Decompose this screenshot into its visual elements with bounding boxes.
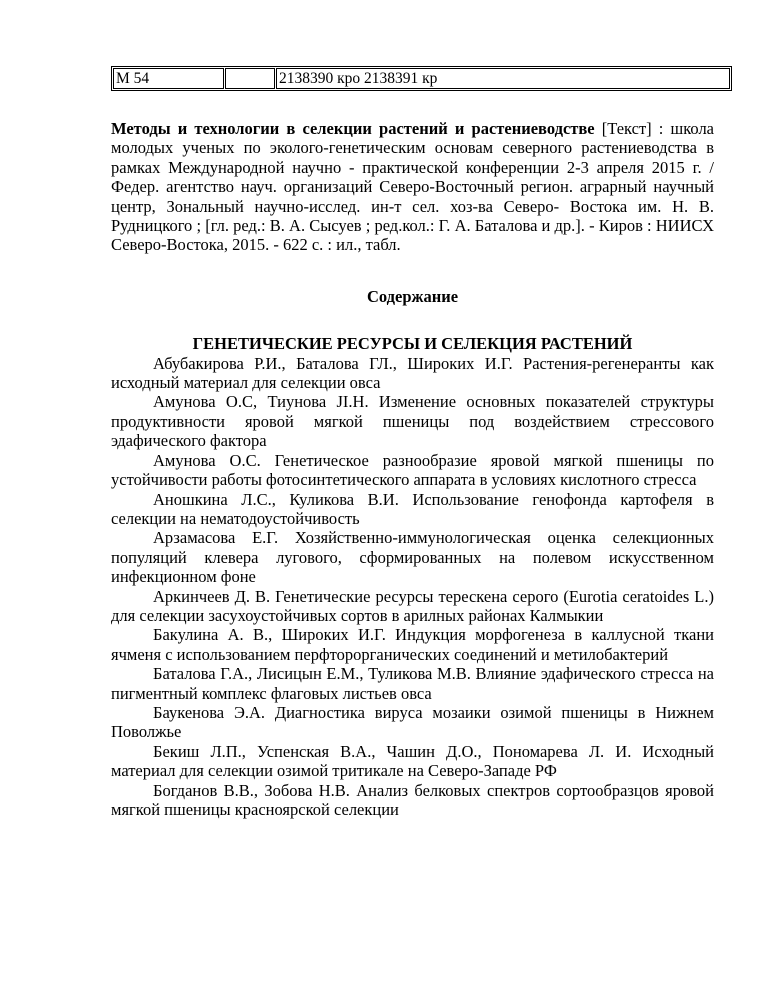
book-title: Методы и технологии в селекции растений и растениеводстве (111, 119, 595, 138)
catalog-table (111, 66, 732, 91)
list-item: Богданов В.В., Зобова Н.В. Анализ белковых спектров сортообразцов яровой мягкой пшеницы красноярской селекции (111, 780, 714, 819)
list-item: Амунова О.С, Тиунова JI.Н. Изменение основных показателей структуры продуктивности яровой мягкой пшеницы под воздействием стрессового эдафического фактора (111, 392, 714, 451)
book-description: [Текст] : школа молодых ученых по эколого-генетическим основам северного растениеводства в рамках Международной научно - практической конференции 2-3 апреля 2015 г. / Федер. агентство науч. организаций Северо-Восточный регион. аграрный научный центр, Зональный научно-исслед. ин-т сел. хоз-ва Северо- Востока им. Н. В. Рудницкого ; [гл. ред.: В. А. Сысуев ; ред.кол.: Г. А. Баталова и др.]. - Киров : НИИСХ Северо-Востока, 2015. - 622 с. : ил., табл. (111, 119, 714, 255)
document-page (111, 66, 714, 819)
catalog-row (113, 68, 730, 89)
list-item: Бакулина А. В., Широких И.Г. Индукция морфогенеза в каллусной ткани ячменя с использованием перфторорганических соединений и метилобактерий (111, 625, 714, 664)
list-item: Амунова О.С. Генетическое разнообразие яровой мягкой пшеницы по устойчивости работы фотосинтетического аппарата в условиях кислотного стресса (111, 450, 714, 490)
catalog-code-cell: М 54 (113, 68, 224, 89)
contents-heading: Содержание (366, 286, 459, 306)
list-item: Арзамасова Е.Г. Хозяйственно-иммунологическая оценка селекционных популяций клевера лугового, сформированных на полевом искусственном инфекционном фоне (111, 528, 714, 587)
list-item: Абубакирова Р.И., Баталова ГЛ., Широких И.Г. Растения-регенеранты как исходный материал для селекции овса (111, 353, 714, 393)
list-item: Аношкина Л.С., Куликова В.И. Использование генофонда картофеля в селекции на нематодоустойчивость (111, 489, 714, 528)
list-item: Аркинчеев Д. В. Генетические ресурсы терескена серого (Eurotia ceratoides L.) для селекции засухоустойчивых сортов в арилных районах Калмыкии (111, 586, 714, 625)
list-item: Бекиш Л.П., Успенская В.А., Чашин Д.О., Пономарева Л. И. Исходный материал для селекции озимой тритикале на Северо-Западе РФ (111, 741, 714, 781)
bibliographic-record (111, 119, 714, 255)
section-heading: ГЕНЕТИЧЕСКИЕ РЕСУРСЫ И СЕЛЕКЦИЯ РАСТЕНИЙ (192, 334, 633, 354)
catalog-empty-cell (225, 68, 275, 89)
contents-list (111, 354, 714, 820)
catalog-numbers-cell: 2138390 кро 2138391 кр (276, 68, 730, 89)
list-item: Баукенова Э.А. Диагностика вируса мозаики озимой пшеницы в Нижнем Поволжье (111, 702, 714, 742)
list-item: Баталова Г.А., Лисицын Е.М., Туликова М.В. Влияние эдафического стресса на пигментный комплекс флаговых листьев овса (111, 664, 714, 703)
